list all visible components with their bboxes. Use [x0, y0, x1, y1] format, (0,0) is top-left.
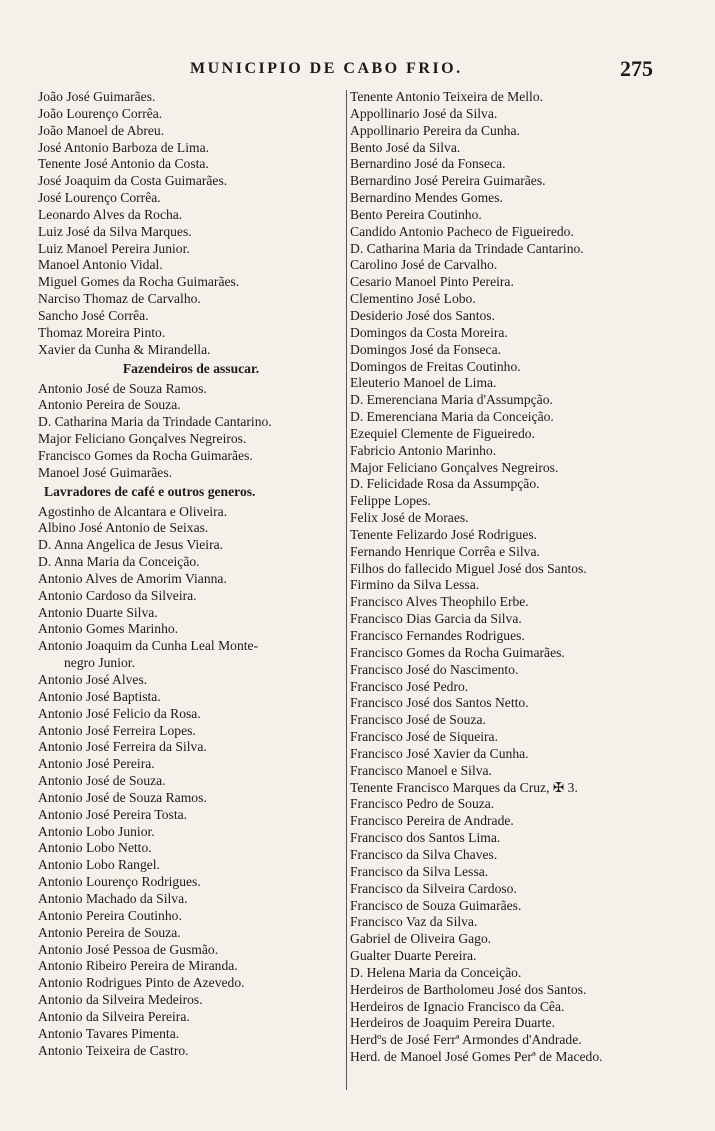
list-item: João José Guimarães.	[38, 89, 156, 104]
list-item: Fernando Henrique Corrêa e Silva.	[350, 543, 540, 559]
list-item: Antonio José Ferreira da Silva.	[38, 739, 207, 755]
list-item: D. Catharina Maria da Trindade Cantarino.	[38, 414, 272, 430]
list-item: Antonio Pereira de Souza.	[38, 397, 181, 413]
list-item: Antonio José de Souza.	[38, 773, 166, 789]
list-item: Francisco Vaz da Silva.	[350, 914, 478, 930]
list-item: Appollinario Pereira da Cunha.	[350, 122, 520, 138]
list-item: Antonio Lobo Netto.	[38, 840, 152, 856]
name-list-top	[38, 89, 344, 359]
list-item: Miguel Gomes da Rocha Guimarães.	[38, 274, 240, 290]
list-item: Antonio Pereira de Souza.	[38, 924, 181, 940]
list-item: Tenente Felizardo José Rodrigues.	[350, 526, 538, 542]
list-item: Antonio José Ferreira Lopes.	[38, 722, 196, 738]
list-item: Antonio Tavares Pimenta.	[38, 1025, 180, 1041]
list-item: Antonio Pereira Coutinho.	[38, 907, 182, 923]
list-item: D. Felicidade Rosa da Assumpção.	[350, 476, 540, 492]
list-item: Herdeiros de Ignacio Francisco da Cêa.	[350, 998, 565, 1014]
name-list-coffee-farmers-a	[38, 504, 344, 639]
list-item: Antonio José Pereira Tosta.	[38, 806, 188, 822]
list-item: Francisco José Xavier da Cunha.	[350, 745, 529, 761]
list-item: D. Emerenciana Maria d'Assumpção.	[350, 392, 553, 408]
list-item: Antonio Lobo Rangel.	[38, 857, 160, 873]
right-column	[350, 89, 690, 1066]
list-item: Herdeiros de Bartholomeu José dos Santos.	[350, 981, 587, 997]
list-item: Francisco José Pedro.	[350, 678, 469, 694]
list-item: Francisco Fernandes Rodrigues.	[350, 628, 525, 643]
list-item: Antonio Machado da Silva.	[38, 890, 188, 906]
list-item: Francisco da Silva Chaves.	[350, 846, 498, 862]
list-item: Francisco José de Souza.	[350, 712, 486, 728]
list-item: José Joaquim da Costa Guimarães.	[38, 173, 228, 189]
list-item: Antonio Ribeiro Pereira de Miranda.	[38, 958, 238, 974]
list-item: Antonio Teixeira de Castro.	[38, 1042, 189, 1058]
name-list-right	[350, 89, 690, 1066]
list-item: Filhos do fallecido Miguel José dos Santos.	[350, 560, 587, 576]
list-item: Domingos da Costa Moreira.	[350, 324, 508, 340]
page-header	[0, 56, 715, 86]
page-title: MUNICIPIO DE CABO FRIO.	[190, 60, 463, 77]
list-item: Thomaz Moreira Pinto.	[38, 324, 166, 340]
column-divider	[346, 90, 347, 1090]
name-list-sugar-farmers	[38, 381, 344, 482]
list-item: Francisco José dos Santos Netto.	[350, 695, 529, 711]
list-item: Eleuterio Manoel de Lima.	[350, 375, 497, 391]
list-item: Antonio Duarte Silva.	[38, 604, 158, 620]
list-item: João Manoel de Abreu.	[38, 122, 165, 138]
list-item: Antonio da Silveira Pereira.	[38, 1008, 190, 1024]
list-item: Domingos de Freitas Coutinho.	[350, 358, 521, 374]
list-item: Carolino José de Carvalho.	[350, 257, 498, 273]
list-item: Fabricio Antonio Marinho.	[350, 442, 497, 458]
list-item: Francisco dos Santos Lima.	[350, 830, 501, 846]
list-item: Francisco Gomes da Rocha Guimarães.	[350, 644, 565, 660]
list-item: Firmino da Silva Lessa.	[350, 577, 480, 593]
list-item: Francisco José de Siqueira.	[350, 729, 498, 745]
list-item: D. Catharina Maria da Trindade Cantarino.	[350, 240, 584, 256]
list-item: Francisco Dias Garcia da Silva.	[350, 611, 522, 627]
list-item: Major Feliciano Gonçalves Negreiros.	[38, 431, 247, 447]
list-item: Sancho José Corrêa.	[38, 307, 149, 323]
list-item: Antonio Lourenço Rodrigues.	[38, 874, 201, 890]
list-item: Antonio José Baptista.	[38, 688, 161, 704]
list-item: José Antonio Barboza de Lima.	[38, 139, 210, 155]
list-item: Francisco Manoel e Silva.	[350, 762, 492, 778]
list-item-wrapped-line2: negro Junior.	[64, 655, 135, 671]
list-item: Francisco de Souza Guimarães.	[350, 897, 522, 913]
list-item: Bernardino José Pereira Guimarães.	[350, 173, 546, 189]
list-item: D. Helena Maria da Conceição.	[350, 964, 522, 980]
list-item: Antonio José Felicio da Rosa.	[38, 705, 201, 721]
name-list-coffee-farmers-b	[38, 672, 344, 1059]
section-heading-sugar-farmers: Fazendeiros de assucar.	[122, 360, 260, 376]
list-item: Candido Antonio Pacheco de Figueiredo.	[350, 223, 574, 239]
list-item: Bernardino Mendes Gomes.	[350, 190, 503, 206]
list-item: Tenente Francisco Marques da Cruz, ✠ 3.	[350, 779, 578, 795]
list-item: José Lourenço Corrêa.	[38, 190, 161, 206]
list-item: Bento José da Silva.	[350, 139, 461, 155]
list-item: João Lourenço Corrêa.	[38, 105, 163, 121]
list-item: Antonio José Pereira.	[38, 756, 155, 772]
list-item: Major Feliciano Gonçalves Negreiros.	[350, 459, 559, 475]
page-number: 275	[620, 56, 653, 81]
list-item: Antonio José Pessoa de Gusmão.	[38, 941, 219, 957]
list-item: Gabriel de Oliveira Gago.	[350, 931, 492, 947]
list-item: Felix José de Moraes.	[350, 510, 469, 526]
list-item: D. Anna Angelica de Jesus Vieira.	[38, 537, 224, 553]
list-item: Antonio Rodrigues Pinto de Azevedo.	[38, 975, 245, 991]
list-item: Antonio Lobo Junior.	[38, 823, 155, 839]
list-item: Bento Pereira Coutinho.	[350, 206, 482, 222]
list-item: Domingos José da Fonseca.	[350, 341, 502, 357]
list-item: Francisco da Silveira Cardoso.	[350, 880, 517, 896]
list-item: Manoel Antonio Vidal.	[38, 257, 163, 273]
list-item: Francisco José do Nascimento.	[350, 661, 519, 677]
list-item: Cesario Manoel Pinto Pereira.	[350, 274, 514, 290]
list-item: Tenente José Antonio da Costa.	[38, 156, 209, 172]
list-item: Francisco Alves Theophilo Erbe.	[350, 594, 529, 610]
list-item: Francisco da Silva Lessa.	[350, 863, 489, 879]
list-item: Antonio José de Souza Ramos.	[38, 380, 207, 396]
list-item: Felippe Lopes.	[350, 493, 431, 509]
list-item: Luiz Manoel Pereira Junior.	[38, 240, 190, 256]
list-item: Bernardino José da Fonseca.	[350, 156, 506, 172]
list-item: Agostinho de Alcantara e Oliveira.	[38, 503, 228, 519]
list-item: Herdeiros de Joaquim Pereira Duarte.	[350, 1015, 555, 1031]
list-item: Francisco Pereira de Andrade.	[350, 813, 514, 829]
list-item: Antonio José de Souza Ramos.	[38, 789, 207, 805]
list-item: Manoel José Guimarães.	[38, 464, 173, 480]
list-item: Francisco Gomes da Rocha Guimarães.	[38, 447, 253, 463]
list-item: Antonio Gomes Marinho.	[38, 621, 179, 637]
list-item: Gualter Duarte Pereira.	[350, 948, 477, 964]
list-item: Leonardo Alves da Rocha.	[38, 206, 183, 222]
list-item: Albino José Antonio de Seixas.	[38, 520, 209, 536]
list-item: Luiz José da Silva Marques.	[38, 223, 192, 239]
list-item: Xavier da Cunha & Mirandella.	[38, 341, 211, 357]
list-item: D. Anna Maria da Conceição.	[38, 554, 200, 570]
left-column	[38, 89, 344, 1059]
list-item-wrapped-line1: Antonio Joaquim da Cunha Leal Monte-	[38, 638, 259, 654]
list-item: Antonio Cardoso da Silveira.	[38, 587, 197, 603]
list-item: Antonio José Alves.	[38, 672, 148, 687]
section-heading-coffee-farmers: Lavradores de café e outros generos.	[44, 483, 256, 499]
list-item: Narciso Thomaz de Carvalho.	[38, 291, 201, 307]
list-item: Herd. de Manoel José Gomes Perª de Macedo.	[350, 1049, 603, 1065]
list-item: Ezequiel Clemente de Figueiredo.	[350, 425, 535, 441]
list-item: Antonio da Silveira Medeiros.	[38, 992, 203, 1008]
list-item: Desiderio José dos Santos.	[350, 307, 495, 323]
list-item: Antonio Alves de Amorim Vianna.	[38, 570, 227, 586]
list-item: Clementino José Lobo.	[350, 291, 476, 307]
list-item: Herdºs de José Ferrª Armondes d'Andrade.	[350, 1032, 582, 1048]
list-item: Francisco Pedro de Souza.	[350, 796, 495, 812]
list-item: Tenente Antonio Teixeira de Mello.	[350, 89, 544, 104]
list-item: D. Emerenciana Maria da Conceição.	[350, 409, 554, 425]
list-item: Appollinario José da Silva.	[350, 105, 498, 121]
